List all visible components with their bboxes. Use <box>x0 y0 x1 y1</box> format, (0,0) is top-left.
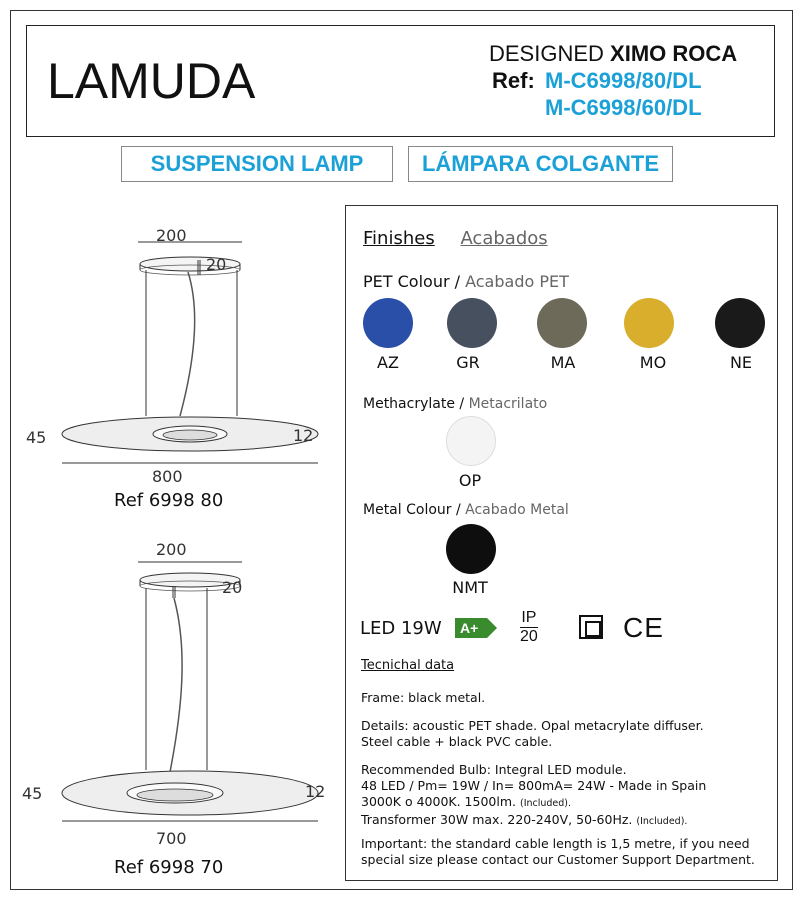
pet-label-es: Acabado PET <box>465 272 569 291</box>
dim-canopy-height-70: 20 <box>222 578 243 597</box>
methacrylate-label-sep: / <box>454 396 469 412</box>
dim-canopy-height-80: 20 <box>206 255 227 274</box>
finishes-panel <box>345 205 778 881</box>
dim-diameter-70: 700 <box>156 829 187 848</box>
tech-bulb-line-3-note: (Included). <box>519 798 572 809</box>
product-title: LAMUDA <box>47 53 256 109</box>
certification-row <box>360 610 760 650</box>
ip-rating-icon <box>520 610 538 645</box>
tech-bulb-line-1: Recommended Bulb: Integral LED module. <box>361 762 627 777</box>
swatch-label-gr: GR <box>456 353 480 372</box>
pet-label-sep: / <box>449 272 466 291</box>
methacrylate-label-en: Methacrylate <box>363 396 455 412</box>
header-box <box>26 25 775 137</box>
energy-class-text: A+ <box>460 620 479 636</box>
metal-label-es: Acabado Metal <box>465 502 569 518</box>
tech-bulb <box>361 762 771 830</box>
ip-rating-bottom: 20 <box>520 628 538 645</box>
tech-details <box>361 718 771 750</box>
metal-label-en: Metal Colour <box>363 502 452 518</box>
swatch-metal-nmt <box>446 524 496 574</box>
energy-label-icon <box>455 616 499 640</box>
pet-colour-label <box>363 272 569 291</box>
tech-bulb-line-4 <box>361 812 771 830</box>
led-power: LED 19W <box>360 618 442 639</box>
ref-code-60: M-C6998/60/DL <box>545 95 702 120</box>
tech-important-line-2: special size please contact our Customer Support Department. <box>361 852 755 867</box>
dim-canopy-width-80: 200 <box>156 226 187 245</box>
swatch-label-op: OP <box>458 471 482 490</box>
swatch-label-az: AZ <box>377 353 399 372</box>
tech-details-line-2: Steel cable + black PVC cable. <box>361 734 553 749</box>
tech-bulb-line-4-note: (Included). <box>636 816 688 827</box>
tech-bulb-line-2: 48 LED / Pm= 19W / In= 800mA= 24W - Made in Spain <box>361 778 707 793</box>
designed-prefix: DESIGNED <box>489 41 604 66</box>
swatch-label-ne: NE <box>729 353 753 372</box>
methacrylate-label-es: Metacrilato <box>468 396 548 412</box>
class-ii-icon <box>579 615 603 639</box>
swatch-label-ma: MA <box>550 353 576 372</box>
swatch-label-mo: MO <box>639 353 667 372</box>
dim-shade-height-70: 45 <box>22 784 43 803</box>
designer-name: XIMO ROCA <box>610 41 738 66</box>
ref-drawing-70: Ref 6998 70 <box>114 857 224 878</box>
subtitle-en: SUSPENSION LAMP <box>121 146 393 182</box>
swatch-pet-ne <box>715 298 765 348</box>
swatch-pet-ma <box>537 298 587 348</box>
dim-canopy-width-70: 200 <box>156 540 187 559</box>
ref-code-80: M-C6998/80/DL <box>545 68 702 93</box>
lamp-drawing-70 <box>20 540 330 840</box>
dim-shade-thickness-80: 12 <box>293 426 314 445</box>
finishes-heading <box>363 228 568 249</box>
metal-label-sep: / <box>451 502 466 518</box>
tech-data-title: Tecnichal data <box>361 658 455 673</box>
tech-bulb-line-4-main: Transformer 30W max. 220-240V, 50-60Hz. <box>361 812 633 827</box>
tech-details-line-1: Details: acoustic PET shade. Opal metacrylate diffuser. <box>361 718 704 733</box>
ref-label: Ref: <box>492 68 535 93</box>
tech-bulb-line-3-main: 3000K o 4000K. 1500lm. <box>361 794 516 809</box>
swatch-methacrylate-op <box>446 416 496 466</box>
subtitle-es: LÁMPARA COLGANTE <box>408 146 673 182</box>
tech-important <box>361 836 771 868</box>
tech-frame-text: Frame: black metal. <box>361 690 486 705</box>
ip-rating-top: IP <box>521 609 537 626</box>
swatch-label-nmt: NMT <box>452 578 488 597</box>
ce-mark-icon: CE <box>623 612 664 643</box>
metal-colour-label <box>363 502 569 518</box>
dim-diameter-80: 800 <box>152 467 183 486</box>
swatch-pet-gr <box>447 298 497 348</box>
finishes-title-es: Acabados <box>460 228 548 249</box>
pet-label-en: PET Colour <box>363 272 450 291</box>
dim-shade-height-80: 45 <box>26 428 47 447</box>
tech-bulb-line-3 <box>361 794 771 812</box>
tech-frame <box>361 690 771 706</box>
dim-shade-thickness-70: 12 <box>305 782 326 801</box>
swatch-pet-az <box>363 298 413 348</box>
designer-line <box>489 41 737 67</box>
swatch-pet-mo <box>624 298 674 348</box>
methacrylate-label <box>363 396 547 412</box>
finishes-title-en: Finishes <box>363 228 435 249</box>
ref-drawing-80: Ref 6998 80 <box>114 490 224 511</box>
tech-important-line-1: Important: the standard cable length is 1,5 metre, if you need <box>361 836 750 851</box>
